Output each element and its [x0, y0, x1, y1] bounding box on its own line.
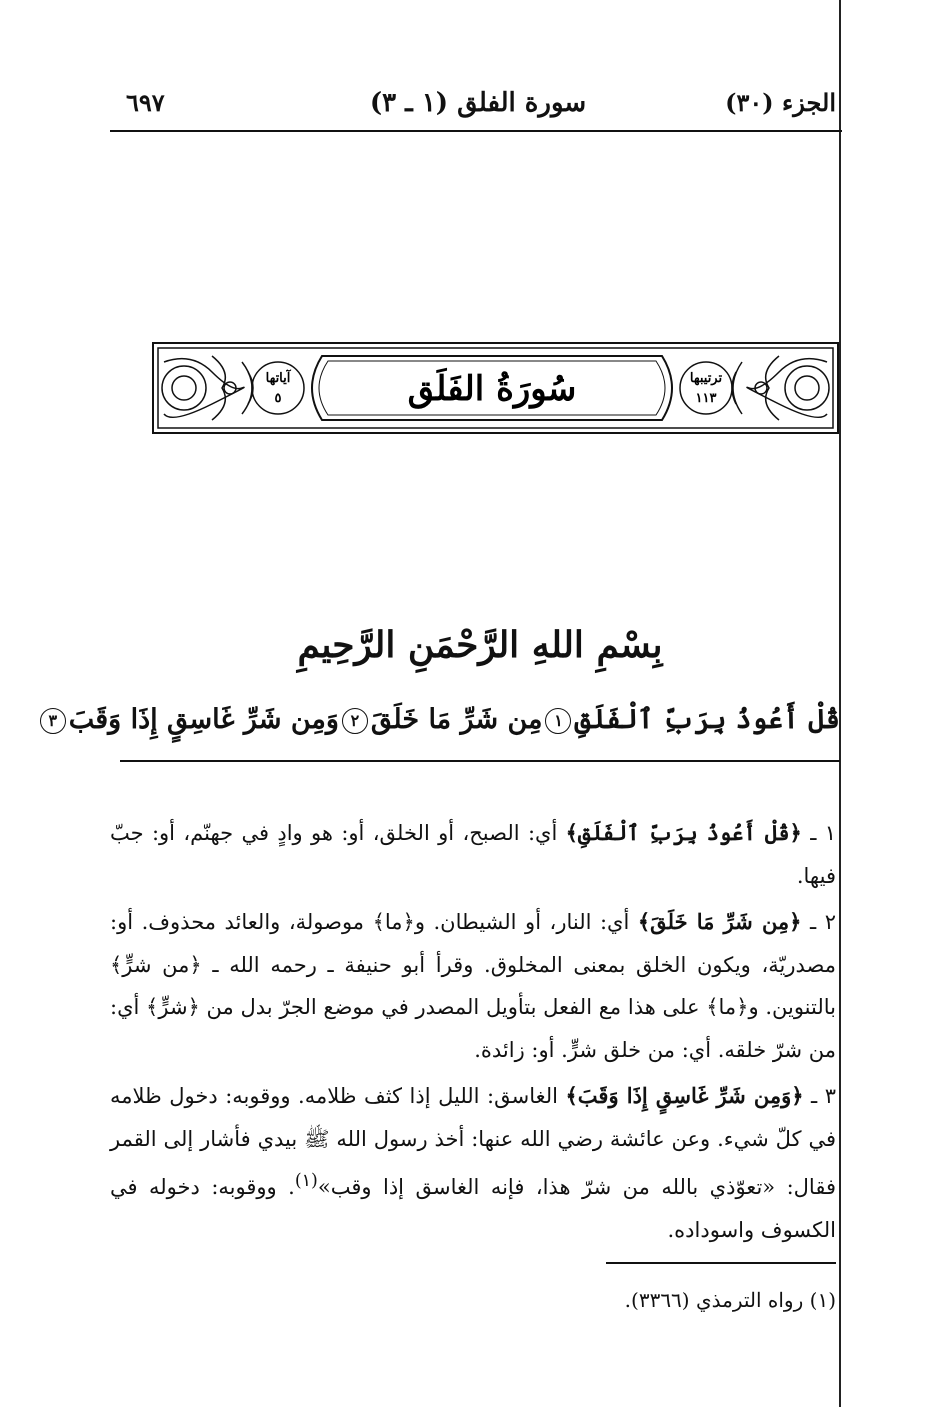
page-header	[118, 86, 838, 130]
surah-banner-ornament	[152, 342, 839, 434]
order-value: ١١٣	[695, 391, 717, 406]
surah-banner	[152, 342, 839, 434]
tafsir-paragraph-2	[110, 901, 836, 1071]
quran-quote: ﴿قُلْ أَعُوذُ بِرَبِّ ٱلْفَلَقِ﴾	[565, 820, 802, 845]
ayah-number-1: ١	[545, 708, 571, 734]
paragraph-text: الغاسق: الليل إذا كثف ظلامه. ووقوبه: دخول ظلامه في كلّ شيء. وعن عائشة رضي الله عنها: أخذ رسول الله ﷺ بيدي فأشار إلى القمر فقال: «تعوّذي بالله من شرّ هذا، فإنه الغاسق إذا وقب»	[110, 1084, 836, 1199]
surah-name: سُورَةُ الفَلَق	[407, 369, 577, 409]
footnote-marker: (١)	[809, 1288, 836, 1312]
paragraph-text: أي: النار، أو الشيطان. و﴿ما﴾ موصولة، والعائد محذوف. أو: مصدريّة، ويكون الخلق بمعنى المخلوق. وقرأ أبو حنيفة ـ رحمه الله ـ ﴿من شرٍّ﴾ بالتنوين. و﴿ما﴾ على هذا مع الفعل بتأويل المصدر في موضع الجرّ بدل من ﴿شرٍّ﴾ أي: من شرّ خلقه. أي: من خلق شرٍّ. أو: زائدة.	[110, 910, 836, 1062]
quran-quote: ﴿وَمِن شَرِّ غَاسِقٍ إِذَا وَقَبَ﴾	[565, 1083, 804, 1108]
basmala: بِسْمِ اللهِ الرَّحْمَنِ الرَّحِيمِ	[297, 624, 663, 666]
footnote-text: رواه الترمذي (٣٣٦٦).	[624, 1288, 804, 1312]
ayat-medallion	[252, 362, 304, 414]
ayah-number-3: ٣	[40, 708, 66, 734]
ayat-line	[48, 704, 840, 735]
tafsir-body	[110, 812, 836, 1255]
ayah-3: وَمِن شَرِّ غَاسِقٍ إِذَا وَقَبَ	[68, 704, 339, 735]
ayat-label: آياتها	[265, 371, 291, 386]
tafsir-paragraph-3	[110, 1075, 836, 1251]
page-title: سورة الفلق (١ ـ ٣)	[369, 88, 587, 118]
ayat-rule	[120, 760, 840, 762]
ornament-right	[732, 356, 829, 420]
paragraph-number: ١ ـ	[810, 821, 836, 845]
ayah-1: قُلْ أَعُوذُ بِرَبِّ ٱلْفَلَقِ	[574, 704, 840, 735]
order-label: ترتيبها	[689, 371, 723, 386]
footnote	[420, 1288, 836, 1312]
tafsir-paragraph-1	[110, 812, 836, 897]
juz-label: الجزء (٣٠)	[725, 88, 836, 117]
paragraph-number: ٣ ـ	[811, 1084, 836, 1108]
ornament-left	[162, 356, 253, 420]
page-number: ٦٩٧	[126, 88, 165, 117]
paragraph-text: . ووقوبه: دخوله في الكسوف واسوداده.	[110, 1175, 836, 1242]
ayah-number-2: ٢	[342, 708, 368, 734]
paragraph-text: أي: الصبح، أو الخلق، أو: هو وادٍ في جهنّم، أو: جبّ فيها.	[110, 821, 836, 888]
footnote-rule	[606, 1262, 836, 1264]
ayah-2: مِن شَرِّ مَا خَلَقَ	[370, 704, 543, 735]
paragraph-number: ٢ ـ	[810, 910, 836, 934]
footnote-ref[interactable]: (١)	[294, 1171, 318, 1191]
order-medallion	[680, 362, 732, 414]
quran-quote: ﴿مِن شَرِّ مَا خَلَقَ﴾	[637, 909, 802, 934]
header-rule	[110, 130, 842, 132]
ayat-value: ٥	[274, 391, 282, 406]
